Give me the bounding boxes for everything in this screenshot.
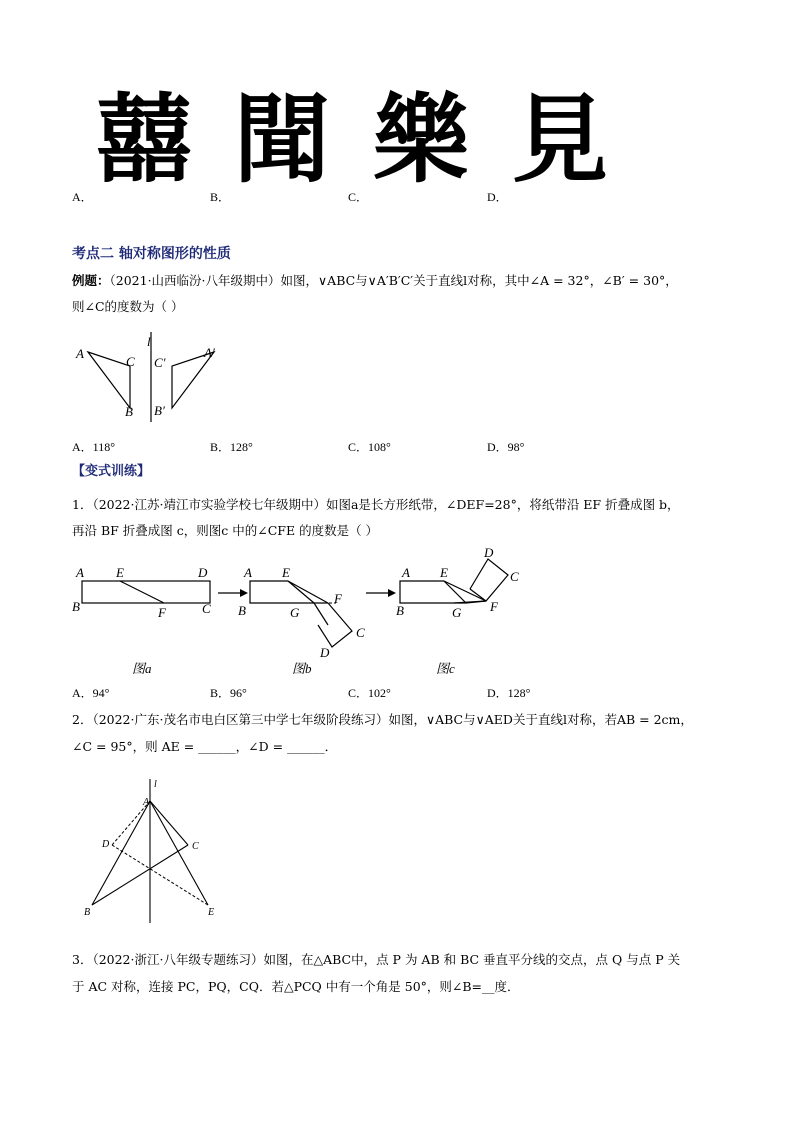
q3-line-2: 于 AC 对称，连接 PC，PQ，CQ．若△PCQ 中有一个角是 50°，则∠B=__度．: [72, 979, 520, 994]
q3-line-1: 3．（2022·浙江·八年级专题练习）如图，在△ABC中，点 P 为 AB 和 BC 垂直平分线的交点，点 Q 与点 P 关: [72, 952, 681, 967]
q1-line-1: 1．（2022·江苏·靖江市实验学校七年级期中）如图a是长方形纸带，∠DEF=28°，将纸带沿 EF 折叠成图 b，: [72, 497, 680, 512]
fig-c-F: F: [490, 599, 498, 614]
fig-b-E: E: [282, 565, 290, 580]
q1-option-b: B．96°: [210, 686, 247, 700]
label-C-prime: C′: [154, 355, 166, 370]
q2-label-C: C: [192, 841, 199, 852]
example-option-a: A．118°: [72, 440, 116, 454]
q1-option-d: D．128°: [487, 686, 531, 700]
q2-label-A: A: [143, 797, 150, 808]
q2-line-1: 2．（2022·广东·茂名市电白区第三中学七年级阶段练习）如图，∨ABC与∨AED关于直线l对称，若AB = 2cm，: [72, 712, 693, 727]
q2-line-2: ∠C = 95°，则 AE = ______，∠D = ______．: [72, 739, 338, 754]
fig-b-D: D: [320, 645, 330, 660]
fig-b-caption: 图b: [292, 661, 312, 676]
fig-b-A: A: [244, 565, 252, 580]
example-option-d: D．98°: [487, 440, 525, 454]
example-line-1: [72, 272, 678, 290]
label-A: A: [76, 346, 84, 361]
fig-a-A: A: [76, 565, 84, 580]
fig-a-E: E: [116, 565, 124, 580]
q1-option-a: A．94°: [72, 686, 110, 700]
q2-label-l: l: [154, 779, 157, 790]
fig-c-C: C: [510, 569, 519, 584]
char-option-d: 見: [512, 84, 608, 196]
char-option-b: 聞: [234, 84, 330, 196]
fig-c-B: B: [396, 603, 404, 618]
label-C: C: [126, 354, 135, 369]
fig-b-F: F: [334, 591, 342, 606]
q2-label-E: E: [208, 907, 215, 918]
example-text-1: （2021·山西临汾·八年级期中）如图，∨ABC与∨A′B′C′关于直线l对称，其中∠A = 32°，∠B′ = 30°，: [109, 273, 678, 288]
label-A-prime: A′: [204, 345, 215, 360]
fig-a-caption: 图a: [132, 661, 152, 676]
fig-c-A: A: [402, 565, 410, 580]
q2-label-D: D: [102, 839, 110, 850]
example-option-c: C．108°: [348, 440, 391, 454]
fig-b-G: G: [290, 605, 300, 620]
char-option-a: 囍: [96, 84, 192, 196]
option-label-c: C．: [348, 190, 369, 204]
fig-c-G: G: [452, 605, 462, 620]
option-label-b: B．: [210, 190, 231, 204]
q1-option-c: C．102°: [348, 686, 391, 700]
label-B-prime: B′: [154, 403, 165, 418]
example-prefix: 例题：: [72, 273, 110, 288]
fig-b-B: B: [238, 603, 246, 618]
section-heading: 考点二 轴对称图形的性质: [72, 246, 231, 262]
example-option-b: B．128°: [210, 440, 253, 454]
fig-c-E: E: [440, 565, 448, 580]
label-l: l: [147, 334, 151, 349]
q1-line-2: 再沿 BF 折叠成图 c，则图c 中的∠CFE 的度数是（ ）: [72, 523, 379, 538]
q1-figures: [68, 545, 548, 680]
label-B: B: [125, 404, 133, 419]
fig-a-D: D: [198, 565, 208, 580]
fig-a-F: F: [158, 605, 166, 620]
q2-label-B: B: [84, 907, 91, 918]
practice-heading: 【变式训练】: [72, 464, 151, 479]
q2-figure: [80, 775, 225, 925]
option-label-d: D．: [487, 190, 508, 204]
example-figure: [72, 330, 232, 425]
fig-a-C: C: [202, 601, 211, 616]
fig-c-D: D: [484, 545, 494, 560]
fig-a-B: B: [72, 599, 80, 614]
char-option-c: 樂: [373, 84, 469, 196]
option-label-a: A．: [72, 190, 93, 204]
fig-b-C: C: [356, 625, 365, 640]
example-line-2: 则∠C的度数为（ ）: [72, 299, 184, 314]
fig-c-caption: 图c: [436, 661, 455, 676]
